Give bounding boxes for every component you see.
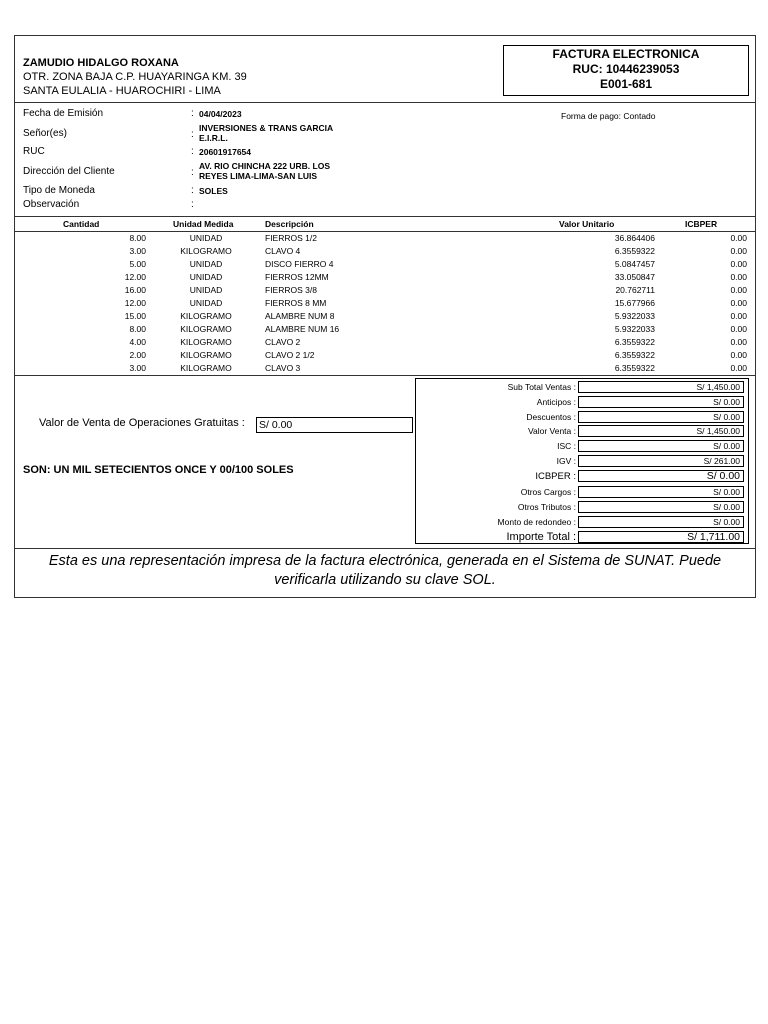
moneda-label: Tipo de Moneda (23, 185, 95, 196)
cell-valor-unitario: 6.3559322 (614, 246, 655, 256)
totals-row (416, 501, 750, 515)
invoice-title: FACTURA ELECTRONICA (552, 47, 700, 61)
cell-valor-unitario: 6.3559322 (614, 363, 655, 373)
totals-row (416, 425, 750, 439)
cell-descripcion: ALAMBRE NUM 8 (265, 311, 335, 321)
cell-unidad: KILOGRAMO (180, 324, 232, 334)
totals-label: ICBPER : (535, 471, 576, 482)
totals-value: S/ 1,450.00 (578, 425, 744, 437)
totals-row (416, 396, 750, 410)
ruc-value: 20601917654 (199, 147, 252, 157)
ruc-colon: : (191, 146, 194, 157)
table-row (15, 350, 755, 363)
invoice-ruc: RUC: 10446239053 (572, 62, 680, 76)
cell-valor-unitario: 6.3559322 (614, 337, 655, 347)
senor-colon: : (191, 129, 194, 140)
totals-row (416, 440, 750, 454)
totals-value: S/ 0.00 (578, 486, 744, 498)
cell-icbper: 0.00 (730, 363, 747, 373)
cell-cantidad: 4.00 (129, 337, 146, 347)
issuer-name: ZAMUDIO HIDALGO ROXANA (23, 57, 179, 69)
gratuitas-label: Valor de Venta de Operaciones Gratuitas : (39, 417, 245, 429)
cell-cantidad: 15.00 (124, 311, 146, 321)
cell-valor-unitario: 36.864406 (614, 233, 655, 243)
cell-icbper: 0.00 (730, 285, 747, 295)
totals-label: Importe Total : (506, 531, 576, 543)
cell-cantidad: 3.00 (129, 363, 146, 373)
invoice-header (15, 36, 755, 103)
cell-descripcion: ALAMBRE NUM 16 (265, 324, 340, 334)
totals-row (416, 470, 750, 484)
cell-descripcion: FIERROS 3/8 (265, 285, 317, 295)
gratuitas-value: S/ 0.00 (256, 417, 413, 433)
totals-label: Valor Venta : (527, 426, 576, 436)
ruc-label: RUC (23, 146, 45, 157)
cell-valor-unitario: 33.050847 (614, 272, 655, 282)
totals-label: Otros Cargos : (520, 487, 576, 497)
direccion-colon: : (191, 167, 194, 178)
totals-value: S/ 0.00 (578, 501, 744, 513)
cell-unidad: KILOGRAMO (180, 246, 232, 256)
table-row (15, 298, 755, 311)
issuer-block (23, 56, 247, 98)
totals-row (416, 455, 750, 469)
cell-unidad: UNIDAD (189, 233, 223, 243)
cell-unidad: KILOGRAMO (180, 337, 232, 347)
senor-line-2: E.I.R.L. (199, 133, 228, 143)
table-row (15, 363, 755, 376)
totals-row (416, 486, 750, 500)
items-table (15, 217, 755, 376)
moneda-colon: : (191, 185, 194, 196)
cell-cantidad: 3.00 (129, 246, 146, 256)
fecha-colon: : (191, 108, 194, 119)
col-header-unidad: Unidad Medida (173, 219, 234, 229)
cell-descripcion: FIERROS 8 MM (265, 298, 327, 308)
senor-label: Señor(es) (23, 128, 67, 139)
footer-note: Esta es una representación impresa de la factura electrónica, generada en el Sistema de SUNAT. Puede verificarla utilizando su clave SOL. (48, 553, 722, 588)
amount-in-words: SON: UN MIL SETECIENTOS ONCE Y 00/100 SOLES (23, 464, 294, 476)
cell-unidad: KILOGRAMO (180, 350, 232, 360)
cell-icbper: 0.00 (730, 246, 747, 256)
table-row (15, 272, 755, 285)
cell-unidad: UNIDAD (189, 259, 223, 269)
totals-value: S/ 0.00 (578, 440, 744, 452)
cell-unidad: UNIDAD (189, 298, 223, 308)
invoice-id-box (503, 45, 749, 96)
client-section (15, 102, 755, 217)
table-row (15, 337, 755, 350)
issuer-address-1: OTR. ZONA BAJA C.P. HUAYARINGA KM. 39 (23, 71, 247, 83)
totals-label: IGV : (556, 456, 576, 466)
totals-label: ISC : (557, 441, 576, 451)
cell-cantidad: 8.00 (129, 324, 146, 334)
totals-value: S/ 1,711.00 (578, 531, 744, 543)
table-row (15, 285, 755, 298)
table-row (15, 246, 755, 259)
totals-row (416, 531, 750, 545)
totals-label: Monto de redondeo : (497, 517, 576, 527)
observacion-label: Observación (23, 199, 80, 210)
totals-row (416, 516, 750, 530)
totals-value: S/ 0.00 (578, 411, 744, 423)
cell-icbper: 0.00 (730, 350, 747, 360)
cell-descripcion: CLAVO 2 1/2 (265, 350, 315, 360)
direccion-line-1: AV. RIO CHINCHA 222 URB. LOS (199, 161, 330, 171)
cell-unidad: KILOGRAMO (180, 363, 232, 373)
fecha-value: 04/04/2023 (199, 109, 242, 119)
cell-valor-unitario: 5.0847457 (614, 259, 655, 269)
invoice-frame (14, 35, 756, 598)
cell-cantidad: 12.00 (124, 298, 146, 308)
totals-label: Anticipos : (536, 397, 576, 407)
cell-descripcion: CLAVO 4 (265, 246, 301, 256)
totals-label: Otros Tributos : (517, 502, 576, 512)
cell-unidad: KILOGRAMO (180, 311, 232, 321)
cell-icbper: 0.00 (730, 337, 747, 347)
cell-valor-unitario: 6.3559322 (614, 350, 655, 360)
totals-value: S/ 0.00 (578, 470, 744, 482)
cell-cantidad: 5.00 (129, 259, 146, 269)
footer-divider (15, 548, 755, 549)
col-header-valor-unitario: Valor Unitario (559, 219, 615, 229)
totals-row (416, 411, 750, 425)
direccion-label: Dirección del Cliente (23, 166, 115, 177)
invoice-number: E001-681 (599, 77, 653, 91)
cell-valor-unitario: 5.9322033 (614, 324, 655, 334)
cell-unidad: UNIDAD (189, 285, 223, 295)
totals-row (416, 381, 750, 395)
cell-cantidad: 8.00 (129, 233, 146, 243)
cell-cantidad: 12.00 (124, 272, 146, 282)
cell-cantidad: 16.00 (124, 285, 146, 295)
cell-valor-unitario: 5.9322033 (614, 311, 655, 321)
cell-valor-unitario: 20.762711 (615, 285, 655, 295)
cell-descripcion: CLAVO 2 (265, 337, 301, 347)
cell-unidad: UNIDAD (189, 272, 223, 282)
totals-value: S/ 1,450.00 (578, 381, 744, 393)
moneda-value: SOLES (199, 186, 228, 196)
cell-valor-unitario: 15.677966 (614, 298, 655, 308)
totals-label: Sub Total Ventas : (507, 382, 576, 392)
cell-icbper: 0.00 (730, 311, 747, 321)
issuer-address-2: SANTA EULALIA - HUAROCHIRI - LIMA (23, 85, 221, 97)
cell-icbper: 0.00 (730, 298, 747, 308)
cell-descripcion: CLAVO 3 (265, 363, 301, 373)
direccion-line-2: REYES LIMA-LIMA-SAN LUIS (199, 171, 318, 181)
senor-line-1: INVERSIONES & TRANS GARCIA (199, 123, 334, 133)
header-divider (15, 231, 755, 232)
totals-value: S/ 0.00 (578, 516, 744, 528)
cell-descripcion: FIERROS 1/2 (265, 233, 317, 243)
cell-descripcion: DISCO FIERRO 4 (265, 259, 334, 269)
cell-icbper: 0.00 (730, 324, 747, 334)
table-row (15, 259, 755, 272)
col-header-icbper: ICBPER (685, 219, 718, 229)
cell-icbper: 0.00 (730, 259, 747, 269)
col-header-descripcion: Descripción (265, 219, 314, 229)
cell-descripcion: FIERROS 12MM (265, 272, 329, 282)
cell-icbper: 0.00 (730, 272, 747, 282)
fecha-label: Fecha de Emisión (23, 108, 104, 119)
totals-value: S/ 261.00 (578, 455, 744, 467)
totals-box (415, 378, 749, 544)
forma-pago: Forma de pago: Contado (561, 111, 656, 121)
table-row (15, 311, 755, 324)
table-row (15, 233, 755, 246)
totals-value: S/ 0.00 (578, 396, 744, 408)
cell-cantidad: 2.00 (129, 350, 146, 360)
cell-icbper: 0.00 (730, 233, 747, 243)
col-header-cantidad: Cantidad (63, 219, 100, 229)
totals-label: Descuentos : (526, 412, 576, 422)
table-row (15, 324, 755, 337)
observacion-colon: : (191, 199, 194, 210)
